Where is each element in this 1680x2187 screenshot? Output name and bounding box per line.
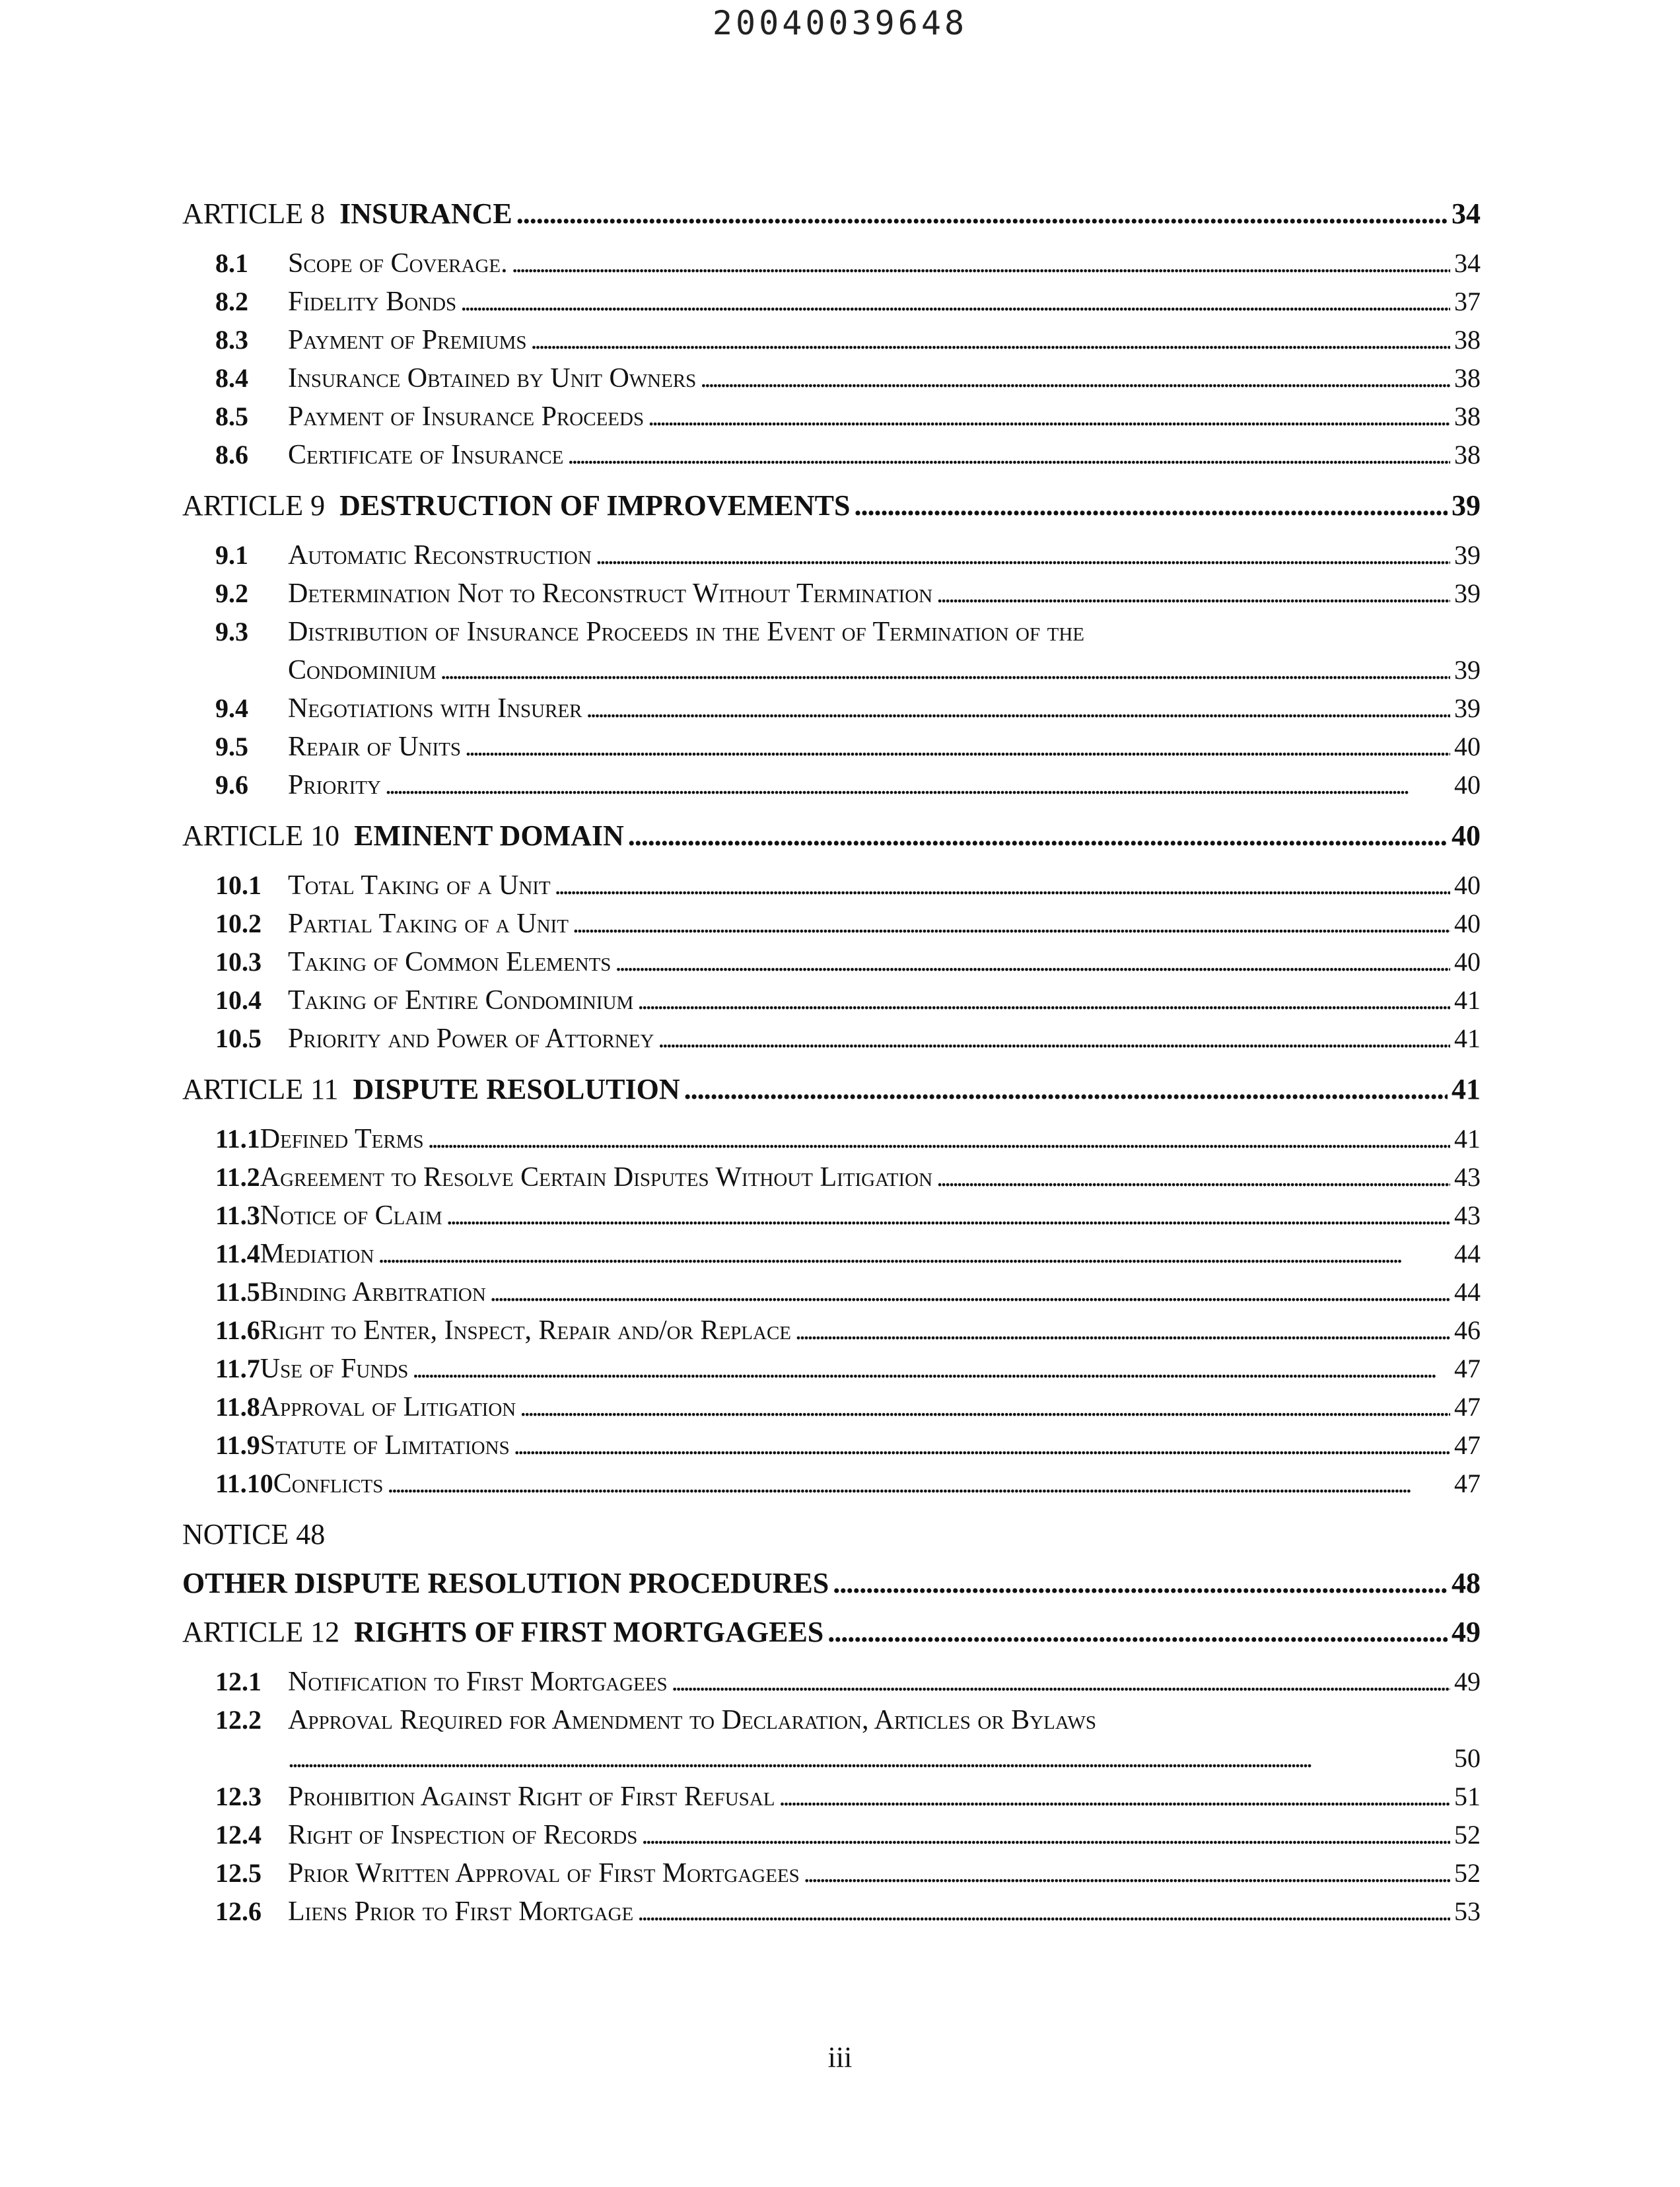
- section-number: 11.8: [215, 1392, 260, 1422]
- dot-leader: [833, 1565, 1448, 1602]
- toc-section: [182, 943, 1481, 981]
- section-number: 12.5: [215, 1858, 262, 1888]
- section-page: 53: [1454, 1896, 1481, 1926]
- section-number: 9.5: [215, 732, 248, 761]
- section-number: 12.2: [215, 1705, 262, 1735]
- section-page: 52: [1454, 1820, 1481, 1850]
- section-title: Right to Enter, Inspect, Repair and/or Replace: [260, 1315, 792, 1346]
- section-title: Liens Prior to First Mortgage: [288, 1896, 634, 1927]
- section-number: 11.9: [215, 1430, 260, 1460]
- document-number: 20040039648: [712, 4, 968, 42]
- section-title: Priority and Power of Attorney: [288, 1024, 654, 1054]
- section-page: 43: [1454, 1162, 1481, 1192]
- section-number: 10.3: [215, 947, 262, 977]
- article-page: 41: [1452, 1073, 1481, 1105]
- dot-leader: [378, 1235, 1450, 1273]
- section-number: 9.6: [215, 770, 248, 800]
- section-number: 9.4: [215, 693, 248, 723]
- section-number: 11.6: [215, 1315, 260, 1345]
- dot-leader: [514, 1426, 1450, 1465]
- section-title: Notice of Claim: [260, 1200, 442, 1231]
- toc-section: [182, 981, 1481, 1020]
- section-page: 52: [1454, 1858, 1481, 1888]
- section-title: Use of Funds: [260, 1354, 409, 1384]
- section-number: 8.4: [215, 363, 248, 393]
- dot-leader: [460, 283, 1450, 321]
- section-page: 40: [1454, 947, 1481, 977]
- article-prefix: ARTICLE 8: [182, 197, 326, 230]
- dot-leader: [490, 1273, 1450, 1311]
- toc-section: [182, 1020, 1481, 1058]
- section-page: 39: [1454, 578, 1481, 608]
- section-title: Prohibition Against Right of First Refusal: [288, 1782, 775, 1812]
- toc-section: [182, 766, 1481, 804]
- section-number: 9.2: [215, 578, 248, 608]
- toc-notice-line: NOTICE 48: [182, 1518, 326, 1550]
- section-page: 41: [1454, 1124, 1481, 1154]
- section-title: Fidelity Bonds: [288, 287, 457, 317]
- article-page: 40: [1452, 819, 1481, 852]
- section-title: Payment of Insurance Proceeds: [288, 401, 645, 432]
- section-page: 41: [1454, 1024, 1481, 1053]
- dot-leader: [596, 536, 1450, 574]
- article-title: OTHER DISPUTE RESOLUTION PROCEDURES: [182, 1567, 829, 1599]
- article-prefix: ARTICLE 9: [182, 489, 326, 522]
- section-number: 10.1: [215, 870, 262, 900]
- article-page: 39: [1452, 489, 1481, 522]
- toc-section: [182, 613, 1481, 689]
- section-title: Negotiations with Insurer: [288, 693, 582, 724]
- dot-leader: [428, 1120, 1450, 1158]
- toc-article-11: [182, 1071, 1481, 1108]
- section-title: Approval Required for Amendment to Declaration, Articles or Bylaws: [288, 1705, 1096, 1735]
- section-page: 41: [1454, 985, 1481, 1015]
- section-number: 8.3: [215, 325, 248, 355]
- section-number: 9.3: [215, 617, 248, 646]
- toc-section: [182, 905, 1481, 943]
- section-page: 38: [1454, 325, 1481, 355]
- article-prefix: ARTICLE 10: [182, 819, 340, 852]
- section-page: 40: [1454, 770, 1481, 800]
- section-number: 10.5: [215, 1024, 262, 1053]
- section-page: 44: [1454, 1277, 1481, 1307]
- dot-leader: [684, 1071, 1448, 1108]
- section-page: 44: [1454, 1239, 1481, 1268]
- section-title: Automatic Reconstruction: [288, 540, 592, 571]
- section-page: 39: [1454, 655, 1481, 685]
- toc-article-10: [182, 817, 1481, 854]
- toc-section: [182, 359, 1481, 398]
- section-number: 11.7: [215, 1354, 260, 1383]
- toc-section: [182, 1892, 1481, 1931]
- dot-leader: [440, 651, 1450, 689]
- toc-section: [182, 866, 1481, 905]
- dot-leader: [573, 905, 1450, 943]
- section-page: 38: [1454, 363, 1481, 393]
- toc-section: [182, 1388, 1481, 1426]
- page-footer-number: iii: [827, 2041, 853, 2073]
- dot-leader: [288, 1739, 1450, 1778]
- table-of-contents: [182, 195, 1481, 1931]
- section-title: Agreement to Resolve Certain Disputes Without Litigation: [260, 1162, 933, 1193]
- section-page: 38: [1454, 401, 1481, 431]
- dot-leader: [387, 1465, 1450, 1503]
- section-page: 49: [1454, 1667, 1481, 1696]
- section-number: 12.4: [215, 1820, 262, 1850]
- toc-article-12: [182, 1614, 1481, 1651]
- section-number: 8.2: [215, 287, 248, 316]
- section-page: 50: [1454, 1743, 1481, 1773]
- toc-section: [182, 574, 1481, 613]
- article-title: DISPUTE RESOLUTION: [353, 1073, 680, 1105]
- section-number: 11.4: [215, 1239, 260, 1268]
- toc-section: [182, 436, 1481, 474]
- article-title: RIGHTS OF FIRST MORTGAGEES: [354, 1616, 824, 1648]
- section-number: 8.1: [215, 248, 248, 278]
- section-title: Taking of Common Elements: [288, 947, 612, 977]
- article-prefix: ARTICLE 11: [182, 1073, 339, 1105]
- section-page: 39: [1454, 693, 1481, 723]
- section-title: Notification to First Mortgagees: [288, 1667, 668, 1697]
- section-title: Repair of Units: [288, 732, 461, 762]
- section-number: 11.10: [215, 1469, 273, 1498]
- toc-section: [182, 1816, 1481, 1854]
- section-page: 51: [1454, 1782, 1481, 1811]
- section-title: Total Taking of a Unit: [288, 870, 551, 901]
- section-title: Payment of Premiums: [288, 325, 527, 355]
- section-number: 11.1: [215, 1124, 260, 1154]
- toc-section: [182, 1273, 1481, 1311]
- section-title: Determination Not to Reconstruct Without Termination: [288, 578, 933, 609]
- toc-section: [182, 1120, 1481, 1158]
- dot-leader: [700, 359, 1450, 398]
- toc-section: [182, 283, 1481, 321]
- dot-leader: [795, 1311, 1450, 1350]
- dot-leader: [648, 398, 1450, 436]
- toc-section: [182, 398, 1481, 436]
- section-page: 47: [1454, 1392, 1481, 1422]
- toc-section: [182, 1778, 1481, 1816]
- section-number: 8.5: [215, 401, 248, 431]
- toc-section: [182, 689, 1481, 728]
- toc-section: [182, 1701, 1481, 1778]
- section-title: Taking of Entire Condominium: [288, 985, 634, 1016]
- section-page: 40: [1454, 870, 1481, 900]
- dot-leader: [465, 728, 1450, 766]
- section-page: 40: [1454, 909, 1481, 938]
- section-page: 40: [1454, 732, 1481, 761]
- section-page: 47: [1454, 1430, 1481, 1460]
- article-page: 34: [1452, 197, 1481, 230]
- toc-section: [182, 1158, 1481, 1197]
- toc-section: [182, 536, 1481, 574]
- dot-leader: [936, 574, 1450, 613]
- dot-leader: [516, 195, 1448, 232]
- section-title: Right of Inspection of Records: [288, 1820, 638, 1850]
- dot-leader: [567, 436, 1450, 474]
- section-title: Approval of Litigation: [260, 1392, 516, 1422]
- dot-leader: [804, 1854, 1450, 1892]
- dot-leader: [637, 981, 1450, 1020]
- dot-leader: [446, 1197, 1450, 1235]
- section-number: 12.3: [215, 1782, 262, 1811]
- toc-section: [182, 321, 1481, 359]
- toc-section: [182, 1235, 1481, 1273]
- section-title: Certificate of Insurance: [288, 440, 564, 470]
- toc-section: [182, 244, 1481, 283]
- toc-section: [182, 1350, 1481, 1388]
- section-page: 46: [1454, 1315, 1481, 1345]
- section-page: 34: [1454, 248, 1481, 278]
- section-title: Mediation: [260, 1239, 374, 1269]
- section-title: Insurance Obtained by Unit Owners: [288, 363, 697, 394]
- section-number: 10.4: [215, 985, 262, 1015]
- dot-leader: [531, 321, 1450, 359]
- dot-leader: [637, 1892, 1450, 1931]
- section-title-continued: Condominium: [288, 655, 437, 685]
- article-page: 49: [1452, 1616, 1481, 1648]
- dot-leader: [385, 766, 1450, 804]
- section-page: 37: [1454, 287, 1481, 316]
- toc-article-8: [182, 195, 1481, 232]
- article-title: EMINENT DOMAIN: [354, 819, 624, 852]
- toc-section: [182, 1663, 1481, 1701]
- dot-leader: [827, 1614, 1448, 1651]
- toc-section: [182, 1311, 1481, 1350]
- toc-section: [182, 1197, 1481, 1235]
- section-title: Binding Arbitration: [260, 1277, 486, 1307]
- article-title: INSURANCE: [339, 197, 512, 230]
- section-number: 11.3: [215, 1200, 260, 1230]
- dot-leader: [641, 1816, 1450, 1854]
- section-number: 11.5: [215, 1277, 260, 1307]
- dot-leader: [672, 1663, 1450, 1701]
- dot-leader: [779, 1778, 1450, 1816]
- section-page: 38: [1454, 440, 1481, 469]
- section-page: 47: [1454, 1354, 1481, 1383]
- toc-section: [182, 728, 1481, 766]
- dot-leader: [658, 1020, 1450, 1058]
- dot-leader: [512, 244, 1450, 283]
- section-title: Defined Terms: [260, 1124, 424, 1154]
- toc-section: [182, 1854, 1481, 1892]
- section-number: 12.6: [215, 1896, 262, 1926]
- section-title: Partial Taking of a Unit: [288, 909, 569, 939]
- section-number: 10.2: [215, 909, 262, 938]
- section-title: Conflicts: [273, 1469, 384, 1499]
- toc-section: [182, 1465, 1481, 1503]
- section-number: 12.1: [215, 1667, 262, 1696]
- dot-leader: [615, 943, 1450, 981]
- dot-leader: [628, 817, 1448, 854]
- toc-article-9: [182, 487, 1481, 524]
- dot-leader: [586, 689, 1450, 728]
- article-title: DESTRUCTION OF IMPROVEMENTS: [339, 489, 851, 522]
- toc-other-dispute: [182, 1565, 1481, 1602]
- article-page: 48: [1452, 1567, 1481, 1599]
- article-prefix: ARTICLE 12: [182, 1616, 340, 1648]
- dot-leader: [555, 866, 1450, 905]
- section-page: 39: [1454, 540, 1481, 570]
- dot-leader: [936, 1158, 1450, 1197]
- section-title: Scope of Coverage.: [288, 248, 508, 279]
- section-number: 9.1: [215, 540, 248, 570]
- section-title: Distribution of Insurance Proceeds in the Event of Termination of the: [288, 617, 1084, 647]
- section-number: 8.6: [215, 440, 248, 469]
- section-page: 47: [1454, 1469, 1481, 1498]
- section-page: 43: [1454, 1200, 1481, 1230]
- section-title: Priority: [288, 770, 381, 800]
- section-title: Prior Written Approval of First Mortgagees: [288, 1858, 800, 1889]
- toc-section: [182, 1426, 1481, 1465]
- section-number: 11.2: [215, 1162, 260, 1192]
- section-title: Statute of Limitations: [260, 1430, 510, 1461]
- dot-leader: [412, 1350, 1450, 1388]
- dot-leader: [520, 1388, 1450, 1426]
- dot-leader: [854, 487, 1448, 524]
